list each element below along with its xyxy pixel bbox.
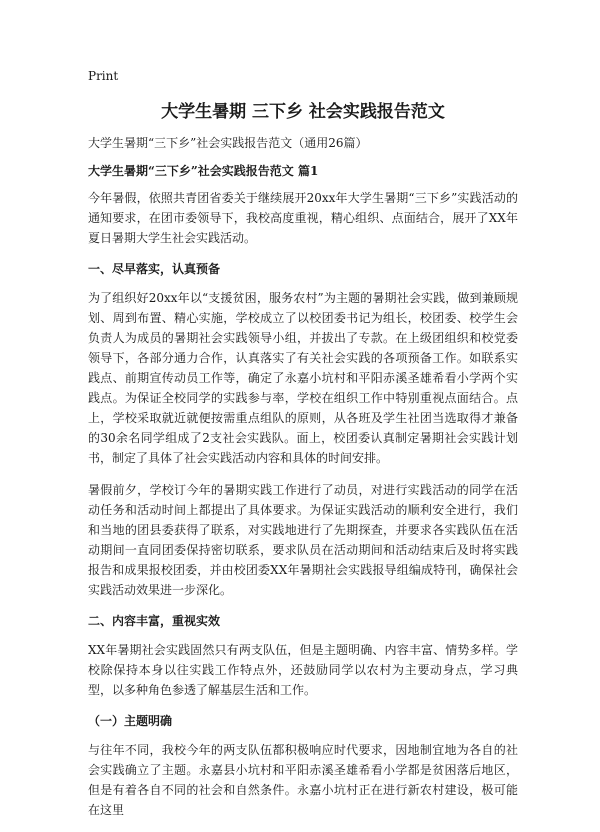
section2-paragraph-1: XX年暑期社会实践固然只有两支队伍，但是主题明确、内容丰富、情势多样。学校除保持本身以往实践工作特点外，还鼓励同学以农村为主要动身点，学习典型，以多种角色参透了解基层生活和工作。: [88, 643, 518, 697]
document-title: 大学生暑期 三下乡 社会实践报告范文: [161, 102, 445, 122]
document-subtitle: 大学生暑期“三下乡”社会实践报告范文（通用26篇）: [88, 136, 368, 150]
section-heading-1: 一、尽早落实，认真预备: [88, 262, 221, 276]
section1-paragraph-1: 为了组织好20xx年以“支援贫困，服务农村”为主题的暑期社会实践，做到兼顾规划、周到布置、精心实施，学校成立了以校团委书记为组长，校团委、校学生会负责人为成员的暑期社会实践领导小组，并拔出了专款。在上级团组织和校党委领导下，各部分通力合作，认真落实了有关社会实践的各项预备工作。如联系实践点、前期宣传动员工作等，确定了永嘉小坑村和平阳赤溪圣雄希看小学两个实践点。为保证全校同学的实践参与率，学校在组织工作中特别重视点面结合。点上，学校采取就近就便按需重点组队的原则，从各班及学生社团当选取得才兼备的30余名同学组成了2支社会实践队。面上，校团委认真制定暑期社会实践计划书，制定了具体了社会实践活动内容和具体的时间安排。: [88, 291, 518, 465]
document-page: [88, 68, 518, 832]
section1-paragraph-2: 暑假前夕，学校订今年的暑期实践工作进行了动员，对进行实践活动的同学在活动任务和活动时间上都提出了具体要求。为保证实践活动的顺利安全进行，我们和当地的团县委获得了联系，对实践地进行了先期探查，并要求各实践队伍在活动期间一直同团委保持密切联系，要求队员在活动期间和活动结束后及时将实践报告和成果报校团委，并由校团委XX年暑期社会实践报导组编成特刊，确保社会实践活动效果进一步深化。: [88, 483, 518, 597]
chapter-title: 大学生暑期“三下乡”社会实践报告范文 篇1: [88, 164, 319, 178]
subsection1-paragraph-1: 与往年不同，我校今年的两支队伍都积极响应时代要求，因地制宜地为各自的社会实践确立了主题。永嘉县小坑村和平阳赤溪圣雄希看小学都是贫困落后地区，但是有着各自不同的社会和自然条件。永嘉小坑村正在进行新农村建设，极可能在这里: [88, 743, 518, 817]
print-label[interactable]: Print: [88, 69, 119, 83]
intro-paragraph: 今年暑假，依照共青团省委关于继续展开20xx年大学生暑期“三下乡”实践活动的通知要求，在团市委领导下，我校高度重视，精心组织、点面结合，展开了XX年夏日暑期大学生社会实践活动。: [88, 191, 518, 245]
subsection-heading-1: （一）主题明确: [88, 714, 173, 728]
section-heading-2: 二、内容丰富，重视实效: [88, 614, 221, 628]
